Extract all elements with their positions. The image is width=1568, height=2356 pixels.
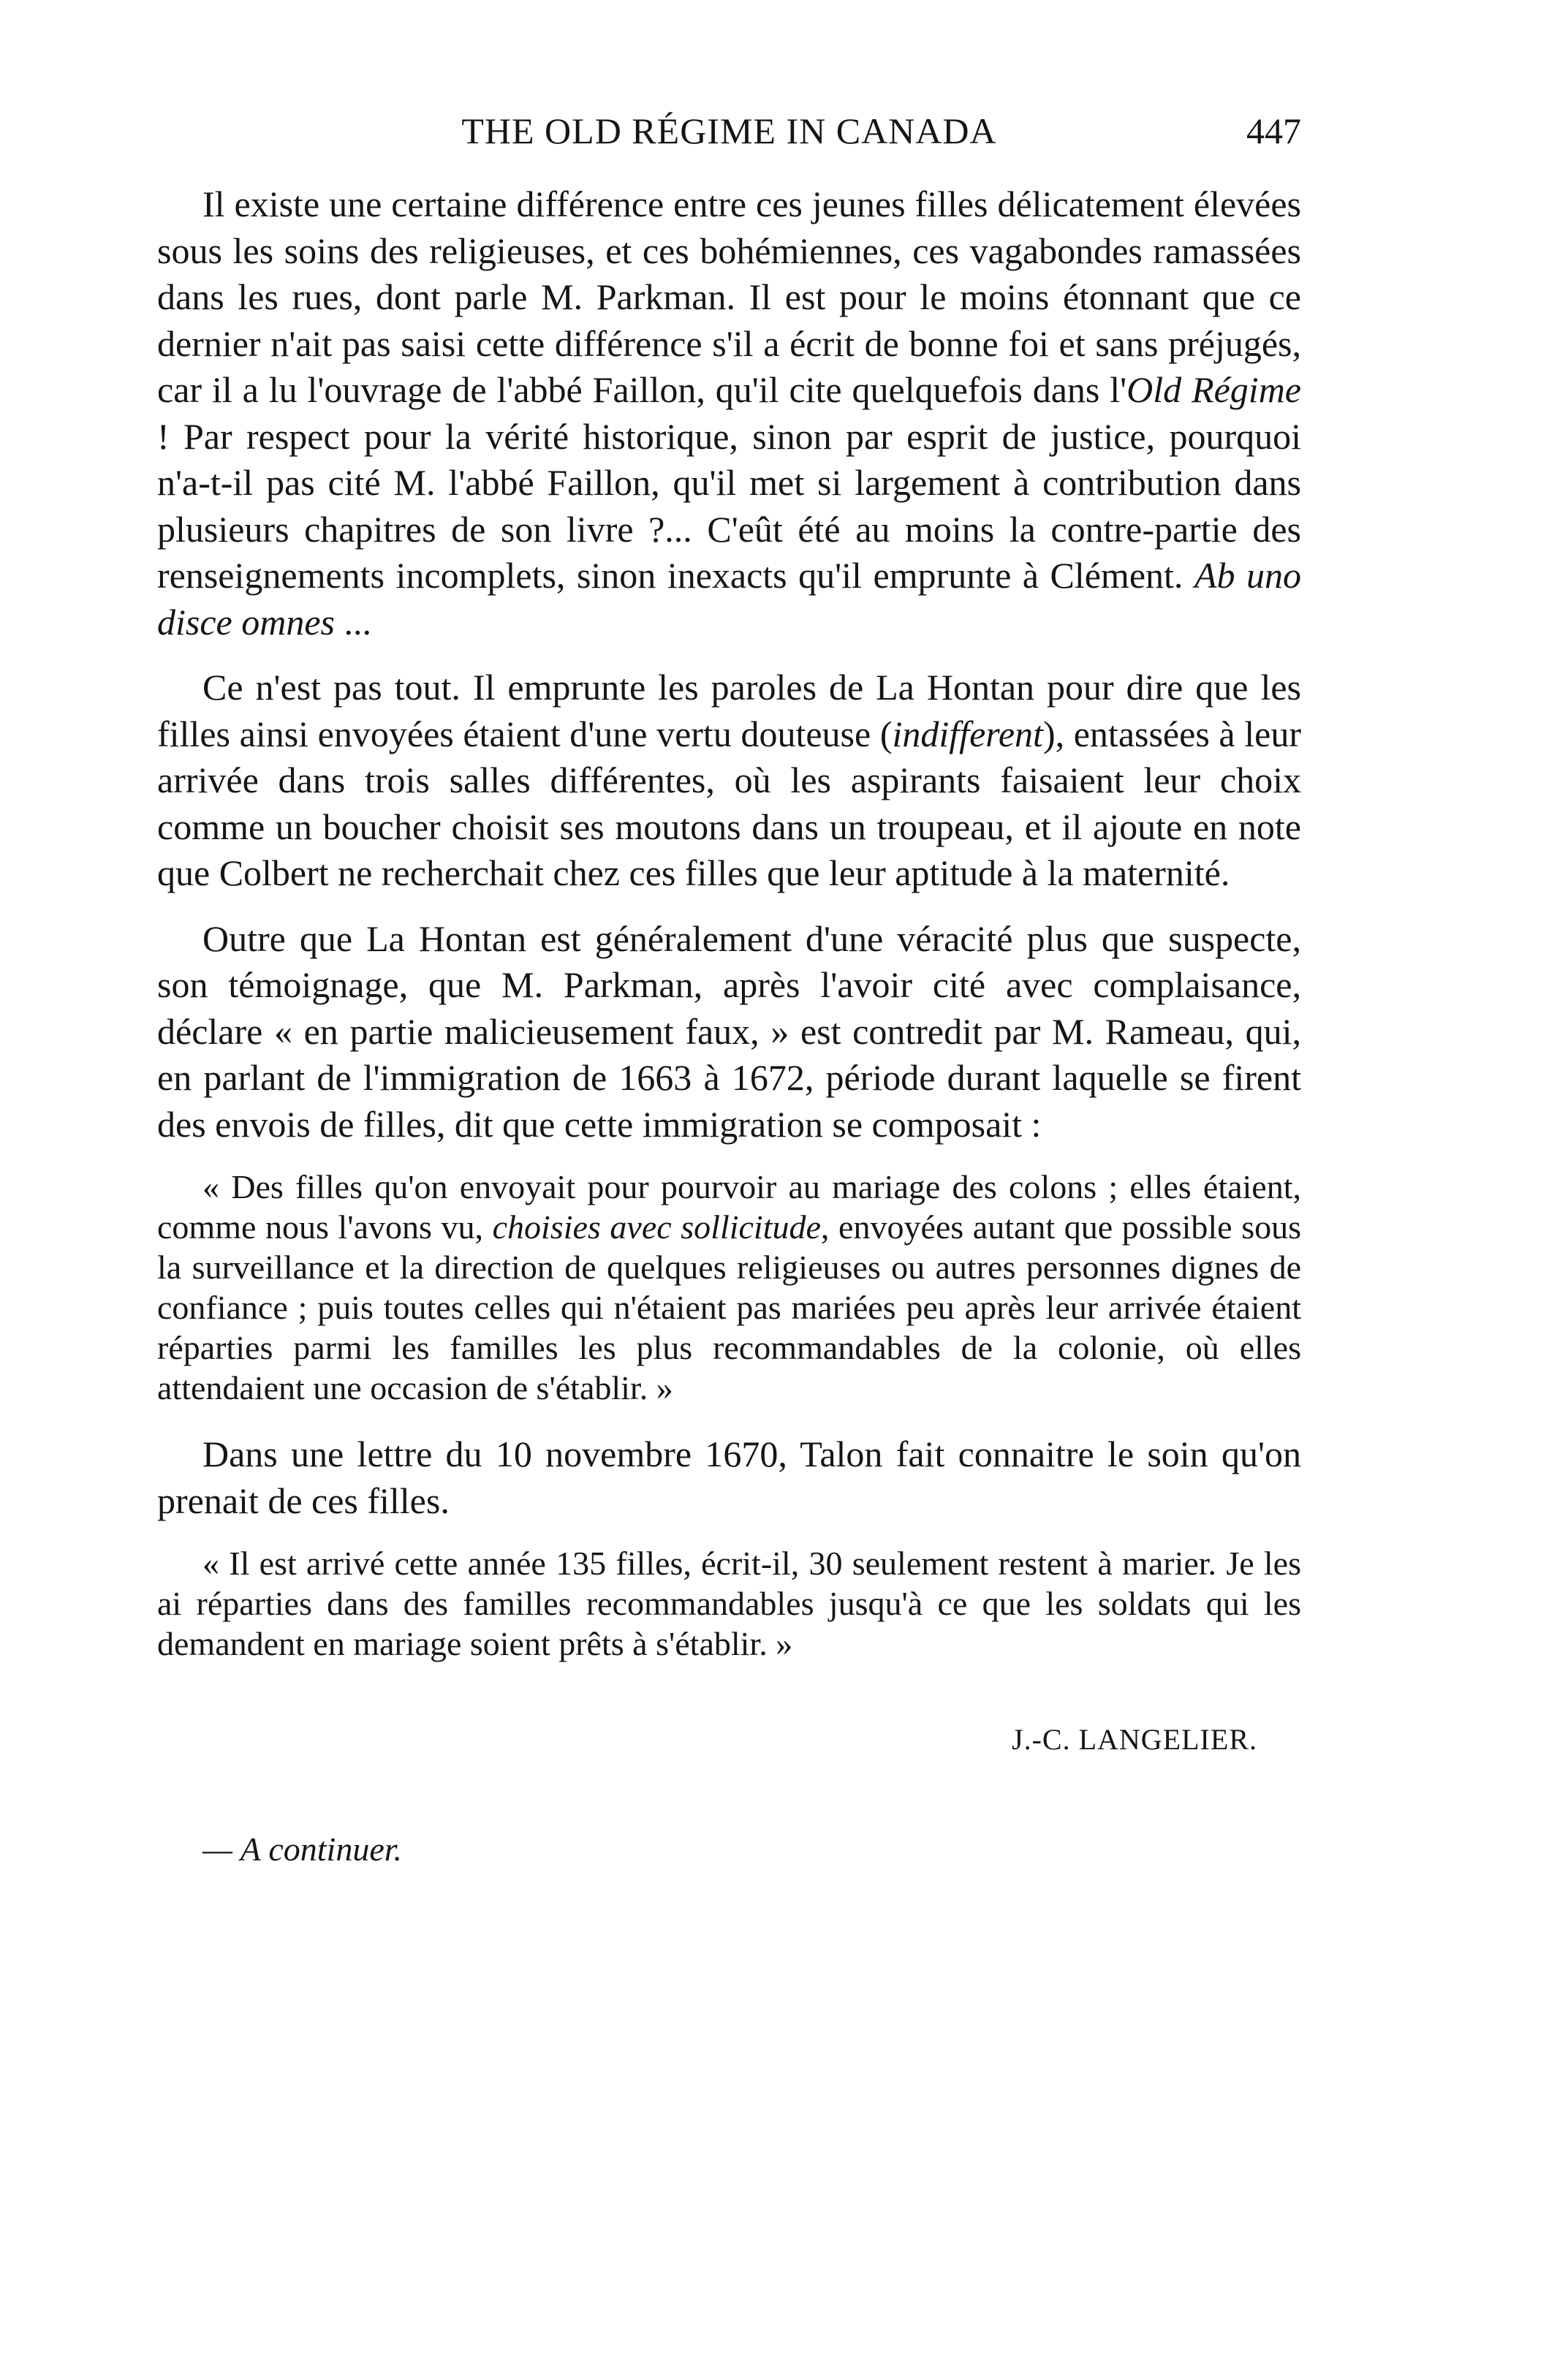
- document-body: [157, 181, 1301, 1868]
- paragraph-1-text-c: ...: [335, 601, 371, 643]
- paragraph-4: Dans une lettre du 10 novembre 1670, Talon fait connaitre le soin qu'on prenait de ces filles.: [157, 1433, 1301, 1521]
- quotation-2: « Il est arrivé cette année 135 filles, écrit-il, 30 seulement restent à marier. Je les ai réparties dans des familles recommandables jusqu'à ce que les soldats qui les demandent en mariage soient prêts à s'établir. »: [157, 1545, 1301, 1662]
- page-number: 447: [1246, 110, 1301, 151]
- continued-note: — A continuer.: [202, 1830, 403, 1868]
- paragraph-2-text-a: Ce n'est pas tout. Il emprunte les paroles de La Hontan pour dire que les filles ainsi envoyées étaient d'une vertu douteuse (: [157, 667, 1301, 754]
- paragraph-1: [157, 181, 1301, 645]
- paragraph-3: Outre que La Hontan est généralement d'une véracité plus que suspecte, son témoignage, que M. Parkman, après l'avoir cité avec complaisance, déclare « en partie malicieusement faux, » est contredit par M. Rameau, qui, en parlant de l'immigration de 1663 à 1672, période durant laquelle se firent des envois de filles, dit que cette immigration se composait :: [157, 917, 1301, 1145]
- running-title: THE OLD RÉGIME IN CANADA: [461, 110, 997, 151]
- paragraph-1-text-a: Il existe une certaine différence entre ces jeunes filles délicatement élevées sous les soins des religieuses, et ces bohémiennes, ces vagabondes ramassées dans les rues, dont parle M. Parkman. Il est pour le moins étonnant que ce dernier n'ait pas saisi cette différence s'il a écrit de bonne foi et sans préjugés, car il a lu l'ouvrage de l'abbé Faillon, qu'il cite quelquefois dans l': [157, 183, 1301, 410]
- paragraph-1-italic-title: Old Régime: [1126, 369, 1301, 410]
- paragraph-1-text-b: ! Par respect pour la vérité historique, sinon par esprit de justice, pourquoi n'a-t-il pas cité M. l'abbé Faillon, qu'il met si largement à contribution dans plusieurs chapitres de son livre ?... C'eût été au moins la contre-partie des renseignements incomplets, sinon inexacts qu'il emprunte à Clément.: [157, 415, 1301, 596]
- paragraph-1-italic-phrase: Ab uno disce omnes: [157, 555, 1301, 643]
- quotation-1-italic: choisies avec sollicitude: [492, 1208, 821, 1246]
- quotation-1: [157, 1167, 1301, 1408]
- running-header: [157, 110, 1301, 161]
- paragraph-2-text-b: ), entassées à leur arrivée dans trois salles différentes, où les aspirants faisaient leur choix comme un boucher choisit ses moutons dans un troupeau, et il ajoute en note que Colbert ne recherchait chez ces filles que leur aptitude à la maternité.: [157, 713, 1301, 893]
- author-signature: J.-C. LANGELIER.: [1012, 1723, 1257, 1756]
- paragraph-2: [157, 664, 1301, 897]
- paragraph-2-italic-word: indifferent: [892, 713, 1043, 754]
- quotation-1-text-a: « Des filles qu'on envoyait pour pourvoir au mariage des colons ; elles étaient, comme nous l'avons vu,: [157, 1168, 1301, 1246]
- quotation-1-text-b: , envoyées autant que possible sous la surveillance et la direction de quelques religieuses ou autres personnes dignes de confiance ; puis toutes celles qui n'étaient pas mariées peu après leur arrivée étaient réparties parmi les familles les plus recommandables de la colonie, où elles attendaient une occasion de s'établir. »: [157, 1208, 1302, 1406]
